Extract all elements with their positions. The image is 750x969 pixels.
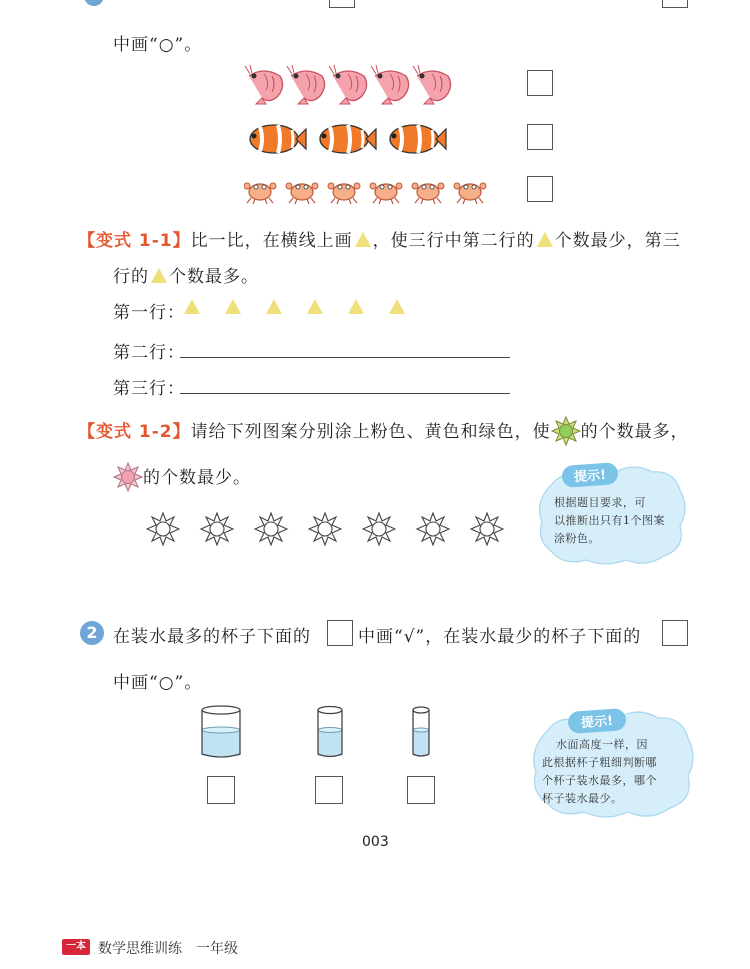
shrimp-row — [244, 64, 454, 108]
variant11-line1: 【变式 1-1】比一比，在横线上画 ，使三行中第二行的 个数最少，第三 — [78, 231, 681, 251]
q2-inline-box-2[interactable] — [662, 620, 688, 646]
q2-inline-box-1[interactable] — [327, 620, 353, 646]
top-remnant-circle — [84, 0, 104, 6]
hint-badge-2: 提示! — [567, 708, 626, 734]
sun-outline-icon[interactable] — [146, 512, 506, 546]
narrow-cup-answer-box[interactable] — [407, 776, 435, 804]
variant12-line1: 【变式 1-2】请给下列图案分别涂上粉色、黄色和绿色，使 的个数最多， — [78, 416, 689, 446]
triangle-icon — [151, 268, 167, 283]
q2-line2: 中画“○”。 — [113, 673, 203, 693]
shrimp-icon — [244, 64, 454, 108]
row1-triangles — [182, 298, 407, 317]
triangle-icon — [389, 299, 405, 314]
triangle-icon — [355, 232, 371, 247]
q2-text-a: 在装水最多的杯子下面的 — [113, 627, 311, 647]
row3-answer-line[interactable] — [180, 393, 510, 394]
top-answer-box-1[interactable] — [329, 0, 355, 8]
row2-label: 第二行： — [113, 343, 185, 363]
wide-cup-answer-box[interactable] — [207, 776, 235, 804]
brand-badge: 一本 — [62, 939, 90, 955]
pink-sun-icon — [113, 462, 143, 492]
crab-row — [244, 176, 494, 206]
blank-suns-row — [146, 512, 506, 546]
triangle-icon — [225, 299, 241, 314]
q1-line-cont: 中画“○”。 — [113, 35, 203, 55]
variant11-line2: 行的 个数最多。 — [113, 267, 259, 287]
page-number: 003 — [362, 834, 389, 850]
wide-cup — [200, 704, 242, 760]
q2-text-b: 中画“√”，在装水最少的杯子下面的 — [358, 627, 642, 647]
narrow-cup — [411, 704, 431, 760]
hint-badge-1: 提示! — [561, 462, 618, 488]
fish-answer-box[interactable] — [527, 124, 553, 150]
cup-icon — [316, 704, 344, 760]
hint-cloud-1 — [534, 460, 690, 568]
row2-answer-line[interactable] — [180, 357, 510, 358]
fish-row — [244, 120, 454, 158]
hint-text-2: 水面高度一样，因 此根据杯子粗细判断哪 个杯子装水最多，哪个 杯子装水最少。 — [542, 738, 657, 805]
crab-answer-box[interactable] — [527, 176, 553, 202]
top-answer-box-2[interactable] — [662, 0, 688, 8]
triangle-icon — [266, 299, 282, 314]
cup-icon — [411, 704, 431, 760]
green-sun-icon — [551, 416, 581, 446]
shrimp-answer-box[interactable] — [527, 70, 553, 96]
triangle-icon — [537, 232, 553, 247]
triangle-icon — [307, 299, 323, 314]
row1-label: 第一行： — [113, 303, 185, 323]
row3-label: 第三行： — [113, 379, 185, 399]
hint-cloud-2 — [528, 704, 698, 822]
crab-icon — [244, 176, 494, 206]
variant12-tag: 【变式 1-2】 — [78, 422, 191, 442]
variant11-tag: 【变式 1-1】 — [78, 231, 191, 251]
q2-number-badge: 2 — [80, 621, 104, 645]
footer-title: 数学思维训练 一年级 — [98, 941, 238, 957]
clownfish-icon — [244, 120, 454, 158]
medium-cup-answer-box[interactable] — [315, 776, 343, 804]
medium-cup — [316, 704, 344, 760]
hint-text-1: 根据题目要求，可 以推断出只有1个图案 涂粉色。 — [554, 496, 665, 545]
triangle-icon — [348, 299, 364, 314]
cup-icon — [200, 704, 242, 760]
variant12-line2: 的个数最少。 — [113, 462, 251, 492]
triangle-icon — [184, 299, 200, 314]
